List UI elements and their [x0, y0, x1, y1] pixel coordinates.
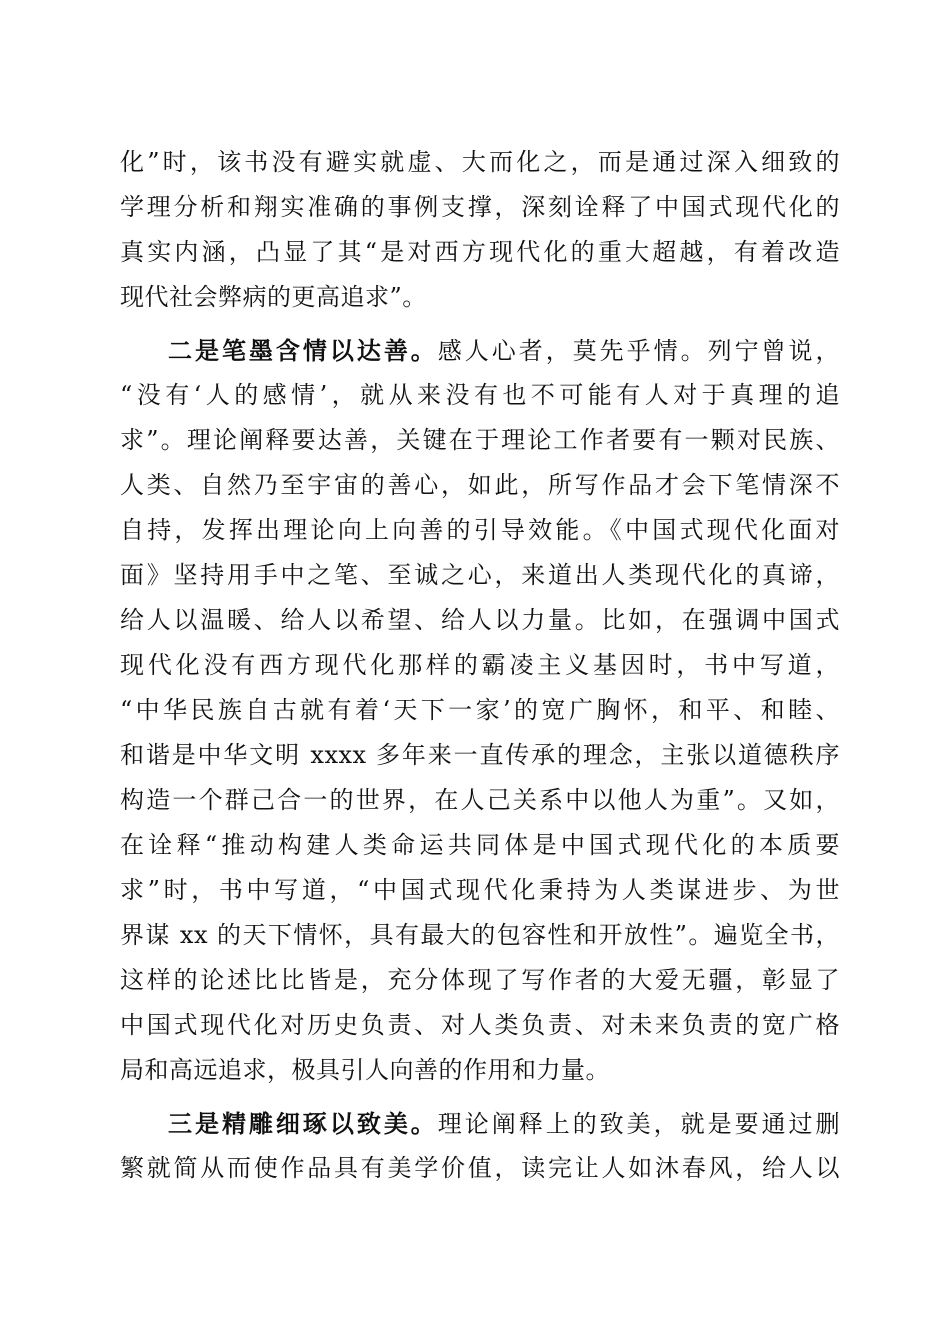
text-line: 和谐是中华文明 xxxx 多年来一直传承的理念，主张以道德秩序	[120, 741, 840, 769]
text-line: 现代社会弊病的更高追求”。	[120, 283, 427, 311]
text-line	[120, 328, 840, 373]
text-line: 这样的论述比比皆是，充分体现了写作者的大爱无疆，彰显了	[120, 966, 840, 994]
text-line: 繁就简从而使作品具有美学价值，读完让人如沐春风，给人以	[120, 1154, 840, 1182]
paragraph-lead: 三是精雕细琢以致美。	[168, 1109, 438, 1138]
paragraph-lead: 二是笔墨含情以达善。	[168, 336, 438, 365]
body-text	[120, 140, 840, 1199]
text-line: 在诠释“推动构建人类命运共同体是中国式现代化的本质要	[120, 831, 840, 859]
text-line: 局和高远追求，极具引人向善的作用和力量。	[120, 1056, 610, 1084]
text-line: 真实内涵，凸显了其“是对西方现代化的重大超越，有着改造	[120, 238, 840, 266]
paragraph-first-line-rest: 感人心者，莫先乎情。列宁曾说，	[437, 337, 840, 365]
paragraph-first-line-rest: 理论阐释上的致美，就是要通过删	[437, 1110, 840, 1138]
paragraph-2	[120, 328, 840, 1093]
paragraph-3	[120, 1101, 840, 1191]
text-line: 中国式现代化对历史负责、对人类负责、对未来负责的宽广格	[120, 1011, 840, 1039]
text-line: “中华民族自古就有着‘天下一家’的宽广胸怀，和平、和睦、	[120, 696, 840, 724]
text-line: 自持，发挥出理论向上向善的引导效能。《中国式现代化面对	[120, 516, 840, 544]
text-line: 求”时，书中写道，“中国式现代化秉持为人类谋进步、为世	[120, 876, 840, 904]
text-line: 界谋 xx 的天下情怀，具有最大的包容性和开放性”。遍览全书，	[120, 921, 840, 949]
text-line: 现代化没有西方现代化那样的霸凌主义基因时，书中写道，	[120, 651, 840, 679]
text-line: 构造一个群己合一的世界，在人己关系中以他人为重”。又如，	[120, 786, 840, 814]
text-line: 学理分析和翔实准确的事例支撑，深刻诠释了中国式现代化的	[120, 193, 840, 221]
paragraph-1	[120, 140, 840, 320]
text-line: 人类、自然乃至宇宙的善心，如此，所写作品才会下笔情深不	[120, 471, 840, 499]
text-line: 求”。理论阐释要达善，关键在于理论工作者要有一颗对民族、	[120, 426, 840, 454]
text-line: 化”时，该书没有避实就虚、大而化之，而是通过深入细致的	[120, 148, 840, 176]
text-line	[120, 1101, 840, 1146]
text-line: 面》坚持用手中之笔、至诚之心，来道出人类现代化的真谛，	[120, 561, 840, 589]
text-line: “没有‘人的感情’，就从来没有也不可能有人对于真理的追	[120, 381, 840, 409]
text-line: 给人以温暖、给人以希望、给人以力量。比如，在强调中国式	[120, 606, 840, 634]
